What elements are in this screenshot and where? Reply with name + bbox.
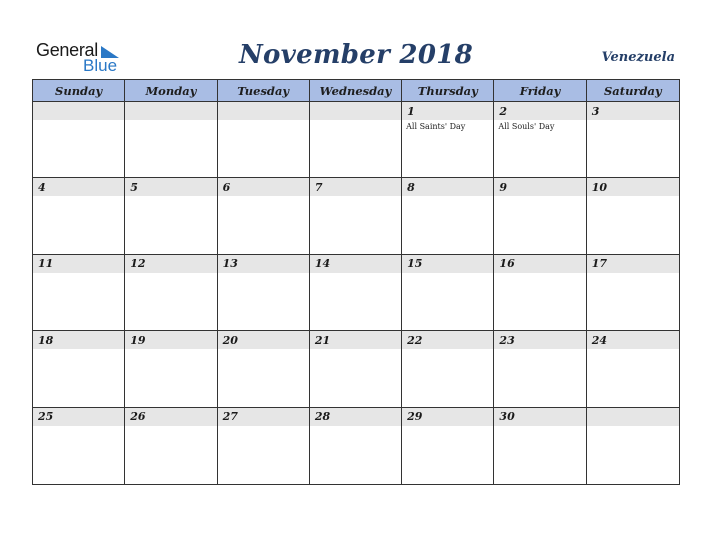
day-cell: [33, 178, 125, 254]
weekday-header-thursday: Thursday: [402, 80, 494, 102]
day-cell: [310, 178, 402, 254]
logo-text-blue: Blue: [83, 56, 118, 75]
holiday-label: All Saints' Day: [406, 122, 466, 131]
day-number: 7: [310, 178, 401, 196]
day-cell: [402, 178, 494, 254]
day-number: 4: [33, 178, 124, 196]
weekday-header-wednesday: Wednesday: [310, 80, 402, 102]
day-number: 25: [33, 408, 124, 426]
day-number: 23: [494, 331, 585, 349]
day-cell: [310, 331, 402, 407]
day-number: [310, 102, 401, 120]
day-number: 24: [587, 331, 679, 349]
day-cell: [494, 255, 586, 331]
day-cell: [218, 331, 310, 407]
day-cell: [587, 408, 679, 484]
logo-text-general: General: [36, 40, 98, 60]
day-cell: [33, 102, 125, 178]
day-cell: [310, 255, 402, 331]
day-cell: [310, 408, 402, 484]
day-number: 13: [218, 255, 309, 273]
calendar-grid: [32, 79, 680, 485]
day-number: 15: [402, 255, 493, 273]
weekday-header-friday: Friday: [494, 80, 586, 102]
day-number: 20: [218, 331, 309, 349]
day-number: 6: [218, 178, 309, 196]
day-cell: [494, 331, 586, 407]
day-cell: [218, 102, 310, 178]
day-cell: [494, 102, 586, 178]
day-cell: [587, 178, 679, 254]
day-cell: [587, 255, 679, 331]
day-number: 29: [402, 408, 493, 426]
day-number: 27: [218, 408, 309, 426]
day-cell: [402, 408, 494, 484]
day-cell: [587, 102, 679, 178]
day-number: 21: [310, 331, 401, 349]
day-number: 2: [494, 102, 585, 120]
day-cell: [587, 331, 679, 407]
day-number: [587, 408, 679, 426]
holiday-label: All Souls' Day: [498, 122, 555, 131]
weekday-header-sunday: Sunday: [33, 80, 125, 102]
day-number: 3: [587, 102, 679, 120]
day-cell: [125, 178, 217, 254]
day-cell: [218, 178, 310, 254]
day-number: 9: [494, 178, 585, 196]
day-cell: [218, 255, 310, 331]
day-cell: [494, 178, 586, 254]
day-number: 8: [402, 178, 493, 196]
day-cell: [125, 255, 217, 331]
weekday-header-saturday: Saturday: [587, 80, 679, 102]
day-cell: [125, 408, 217, 484]
day-cell: [218, 408, 310, 484]
day-number: [125, 102, 216, 120]
day-number: 17: [587, 255, 679, 273]
day-number: 26: [125, 408, 216, 426]
country-label: Venezuela: [601, 50, 675, 65]
day-number: 14: [310, 255, 401, 273]
day-cell: [310, 102, 402, 178]
day-cell: [494, 408, 586, 484]
day-number: 28: [310, 408, 401, 426]
weekday-header-monday: Monday: [125, 80, 217, 102]
day-cell: [33, 408, 125, 484]
day-number: 18: [33, 331, 124, 349]
day-number: 12: [125, 255, 216, 273]
day-number: 5: [125, 178, 216, 196]
calendar-title: November 2018: [238, 40, 473, 70]
day-number: 19: [125, 331, 216, 349]
day-number: [218, 102, 309, 120]
weekday-header-tuesday: Tuesday: [218, 80, 310, 102]
day-number: [33, 102, 124, 120]
day-cell: [125, 331, 217, 407]
day-number: 30: [494, 408, 585, 426]
day-cell: [33, 331, 125, 407]
day-number: 11: [33, 255, 124, 273]
day-cell: [402, 102, 494, 178]
day-cell: [33, 255, 125, 331]
day-number: 1: [402, 102, 493, 120]
day-number: 16: [494, 255, 585, 273]
day-cell: [402, 255, 494, 331]
day-cell: [402, 331, 494, 407]
day-number: 10: [587, 178, 679, 196]
day-number: 22: [402, 331, 493, 349]
day-cell: [125, 102, 217, 178]
